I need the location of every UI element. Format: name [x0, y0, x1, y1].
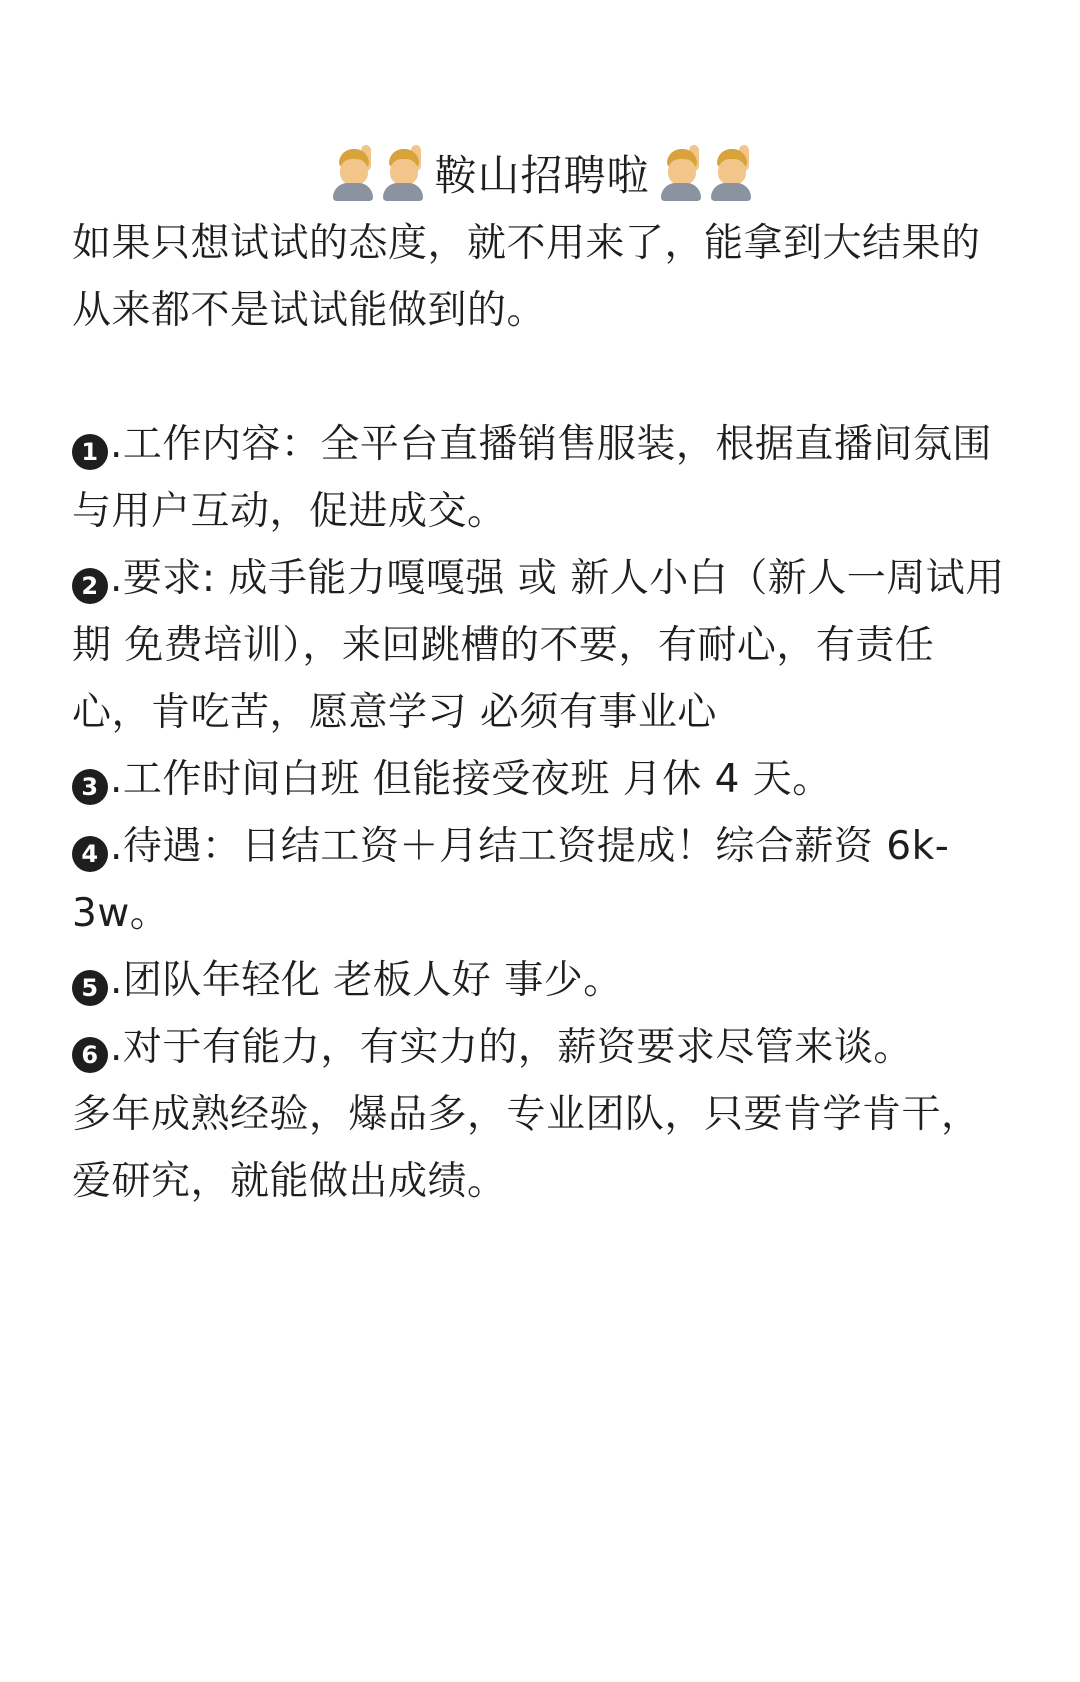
closing-paragraph: 多年成熟经验，爆品多，专业团队，只要肯学肯干，爱研究，就能做出成绩。	[72, 1092, 981, 1204]
post-body	[72, 138, 1022, 1215]
list-item-text: .对于有能力，有实力的，薪资要求尽管来谈。	[110, 1025, 913, 1070]
number-badge: 2	[72, 568, 108, 604]
list-item-1	[72, 411, 1012, 545]
list-item-text: .工作内容：全平台直播销售服装，根据直播间氛围与用户互动，促进成交。	[72, 422, 992, 534]
list-item-4	[72, 813, 1012, 947]
person-raising-hand-icon	[381, 145, 425, 201]
list-item-text: .工作时间白班 但能接受夜班 月休 4 天。	[110, 757, 832, 802]
post-title	[72, 138, 1012, 208]
person-raising-hand-icon	[659, 145, 703, 201]
number-badge: 6	[72, 1037, 108, 1073]
intro-paragraph: 如果只想试试的态度，就不用来了，能拿到大结果的从来都不是试试能做到的。	[72, 221, 981, 333]
number-badge: 4	[72, 836, 108, 872]
list-item-text: .待遇：日结工资＋月结工资提成！综合薪资 6k-3w。	[72, 824, 950, 936]
list-item-2	[72, 545, 1012, 746]
title-text: 鞍山招聘啦	[434, 151, 650, 200]
list-item-6	[72, 1014, 1012, 1081]
list-item-text: .要求: 成手能力嘎嘎强 或 新人小白（新人一周试用期 免费培训），来回跳槽的不要，有耐心，有责任心，肯吃苦，愿意学习 必须有事业心	[72, 556, 1005, 735]
number-badge: 5	[72, 970, 108, 1006]
list-item-5	[72, 947, 1012, 1014]
list-item-text: .团队年轻化 老板人好 事少。	[110, 958, 623, 1003]
number-badge: 1	[72, 434, 108, 470]
person-raising-hand-icon	[709, 145, 753, 201]
list-item-3	[72, 746, 1012, 813]
post-content	[72, 210, 1022, 1215]
person-raising-hand-icon	[331, 145, 375, 201]
paragraph-spacer	[72, 344, 1022, 411]
number-badge: 3	[72, 769, 108, 805]
